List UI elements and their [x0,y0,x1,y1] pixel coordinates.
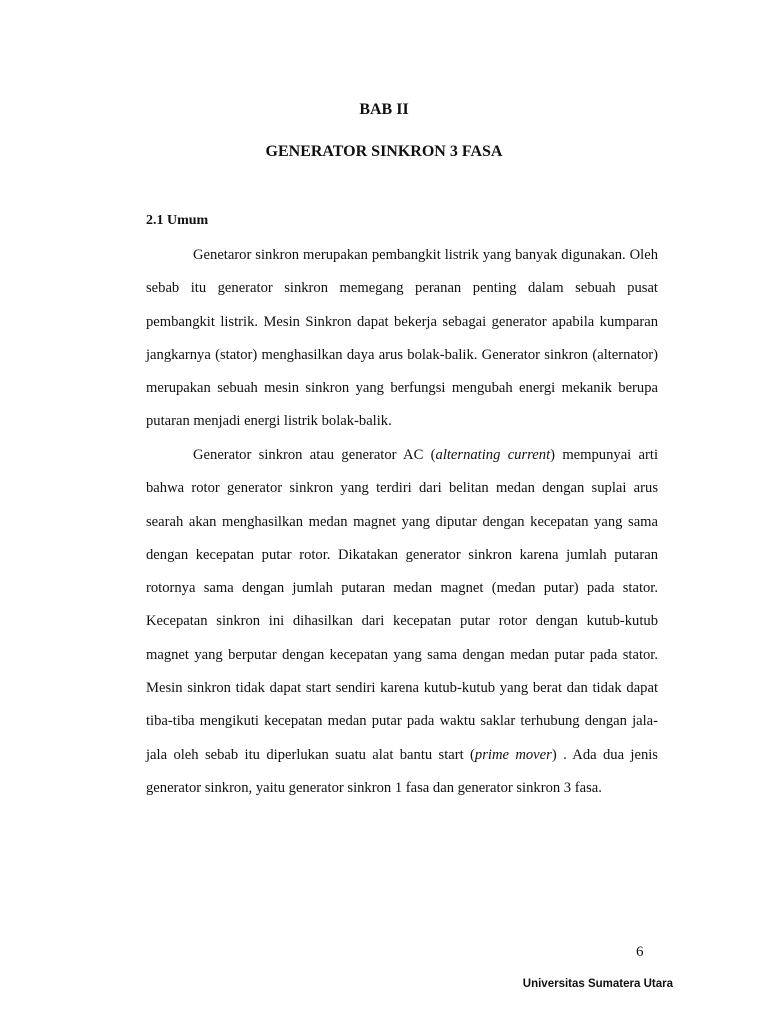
paragraph-2-italic-1: alternating current [435,447,551,463]
paragraph-1: Genetaror sinkron merupakan pembangkit listrik yang banyak digunakan. Oleh sebab itu generator sinkron memegang peranan penting dalam sebuah pusat pembangkit listrik. Mesin Sinkron dapat bekerja sebagai generator apabila kumparan jangkarnya (stator) menghasilkan daya arus bolak-balik. Generator sinkron (alternator) merupakan sebuah mesin sinkron yang berfungsi mengubah energi mekanik berupa putaran menjadi energi listrik bolak-balik. [146,247,658,430]
chapter-label: BAB II [359,101,409,118]
footer-institution: Universitas Sumatera Utara [522,978,673,990]
paragraph-2 [146,439,658,805]
page-number: 6 [636,944,644,960]
chapter-title: GENERATOR SINKRON 3 FASA [265,143,503,160]
paragraph-2-text-2: ) mempunyai arti bahwa rotor generator sinkron yang terdiri dari belitan medan dengan suplai arus searah akan menghasilkan medan magnet yang diputar dengan kecepatan yang sama dengan kecepatan putar rotor. Dikatakan generator sinkron karena jumlah putaran rotornya sama dengan jumlah putaran medan magnet (medan putar) pada stator. Kecepatan sinkron ini dihasilkan dari kecepatan putar rotor dengan kutub-kutub magnet yang berputar dengan kecepatan yang sama dengan medan putar pada stator. Mesin sinkron tidak dapat start sendiri karena kutub-kutub yang berat dan tidak dapat tiba-tiba mengikuti kecepatan medan putar pada waktu saklar terhubung dengan jala-jala oleh sebab itu diperlukan suatu alat bantu start ( [146,447,659,763]
section-heading: 2.1 Umum [146,213,209,228]
paragraph-2-italic-2: prime mover [474,746,552,763]
paragraph-2-text-1: Generator sinkron atau generator AC ( [193,447,436,463]
paragraph-2-text-3: ) . Ada dua jenis generator sinkron, yaitu generator sinkron 1 fasa dan generator sinkron 3 fasa. [146,746,658,796]
